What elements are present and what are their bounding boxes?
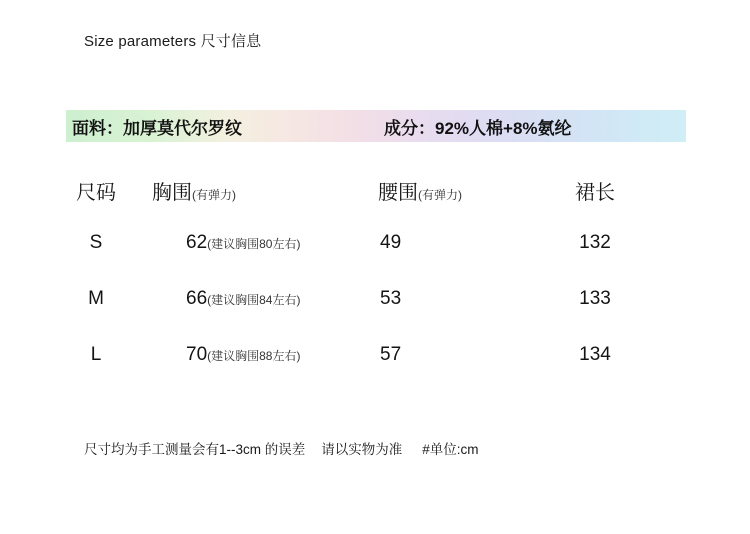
cell-length: 133 — [579, 288, 611, 309]
footnote-reference: 请以实物为准 — [321, 442, 403, 457]
cell-length: 134 — [579, 344, 611, 365]
cell-bust-value: 70 — [186, 344, 208, 365]
cell-size: L — [90, 344, 102, 365]
cell-bust-note: (建议胸围88左右) — [207, 349, 301, 363]
cell-waist: 49 — [380, 232, 402, 253]
cell-size: M — [88, 288, 104, 309]
column-header-waist-main: 腰围 — [378, 182, 418, 204]
composition-label: 成分：92%人棉+8%氨纶 — [384, 119, 572, 138]
cell-waist: 57 — [380, 344, 402, 365]
footnote-tolerance: 尺寸均为手工测量会有1--3cm 的误差 — [84, 442, 306, 457]
footnote-unit: #单位:cm — [422, 442, 479, 457]
column-header-waist-note: (有弹力) — [418, 188, 462, 202]
column-header-size: 尺码 — [76, 182, 116, 204]
fabric-composition-banner — [66, 110, 686, 142]
fabric-label: 面料：加厚莫代尔罗纹 — [72, 119, 242, 138]
cell-bust-note: (建议胸围84左右) — [207, 293, 301, 307]
column-header-waist — [378, 176, 558, 205]
cell-waist: 53 — [380, 288, 402, 309]
cell-bust-value: 62 — [186, 232, 208, 253]
footnote — [84, 438, 479, 458]
page-title: Size parameters 尺寸信息 — [84, 33, 262, 50]
cell-bust — [186, 232, 406, 254]
cell-length: 132 — [579, 232, 611, 253]
cell-bust-note: (建议胸围80左右) — [207, 237, 301, 251]
cell-bust — [186, 344, 406, 366]
column-header-bust-main: 胸围 — [152, 182, 192, 204]
column-header-length: 裙长 — [575, 182, 615, 204]
column-header-bust — [152, 176, 352, 205]
column-header-bust-note: (有弹力) — [192, 188, 236, 202]
cell-size: S — [89, 232, 103, 253]
cell-bust-value: 66 — [186, 288, 208, 309]
cell-bust — [186, 288, 406, 310]
